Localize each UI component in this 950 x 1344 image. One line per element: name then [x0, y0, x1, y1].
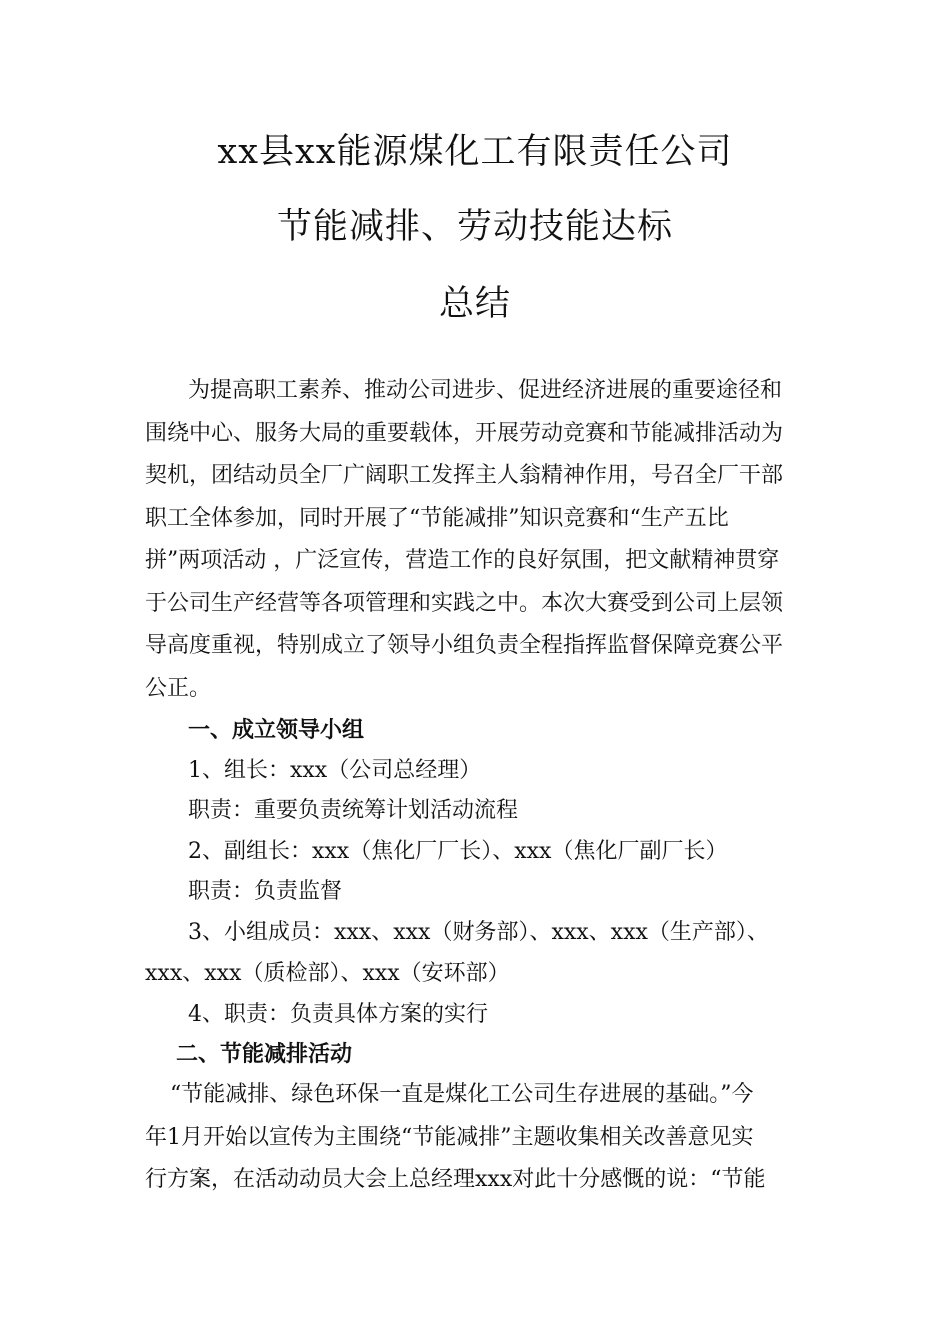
intro-paragraph-line: 于公司生产经营等各项管理和实践之中。本次大赛受到公司上层领	[145, 591, 784, 616]
leadership-item: 1、组长：xxx（公司总经理）	[188, 758, 482, 783]
leadership-item: 3、小组成员：xxx、xxx（财务部）、xxx、xxx（生产部）、	[188, 920, 769, 945]
intro-paragraph-line: 契机，团结动员全厂广阔职工发挥主人翁精神作用，号召全厂干部	[145, 463, 784, 488]
intro-paragraph-line: 围绕中心、服务大局的重要载体，开展劳动竞赛和节能减排活动为	[145, 421, 784, 446]
intro-paragraph-line: 公正。	[145, 676, 212, 701]
intro-paragraph-line: 为提高职工素养、推动公司进步、促进经济进展的重要途径和	[188, 378, 783, 403]
leadership-item: 职责：重要负责统筹计划活动流程	[188, 798, 519, 823]
intro-paragraph-line: 拼”两项活动 ，广泛宣传，营造工作的良好氛围，把文献精神贯穿	[145, 548, 780, 573]
leadership-item: xxx、xxx（质检部）、xxx（安环部）	[145, 961, 510, 986]
section2-paragraph-line: “节能减排、绿色环保一直是煤化工公司生存进展的基础。”今	[170, 1082, 754, 1107]
leadership-item: 2、副组长：xxx（焦化厂厂长）、xxx（焦化厂副厂长）	[188, 839, 728, 864]
leadership-item: 4、职责：负责具体方案的实行	[188, 1002, 488, 1027]
section2-paragraph-line: 年1月开始以宣传为主围绕“节能减排”主题收集相关改善意见实	[145, 1125, 754, 1150]
intro-paragraph-line: 职工全体参加，同时开展了“节能减排”知识竞赛和“生产五比	[145, 506, 729, 531]
leadership-item: 职责：负责监督	[188, 879, 343, 904]
section-heading-energy-saving: 二、节能减排活动	[176, 1042, 353, 1067]
document-title-line-3: 总结	[438, 284, 511, 324]
intro-paragraph-line: 导高度重视，特别成立了领导小组负责全程指挥监督保障竞赛公平	[145, 633, 784, 658]
document-title-line-1: xx县xx能源煤化工有限责任公司	[217, 132, 733, 172]
section2-paragraph-line: 行方案，在活动动员大会上总经理xxx对此十分感慨的说：“节能	[145, 1167, 766, 1192]
section-heading-leadership-group: 一、成立领导小组	[188, 718, 365, 743]
document-title-line-2: 节能减排、劳动技能达标	[276, 207, 673, 247]
